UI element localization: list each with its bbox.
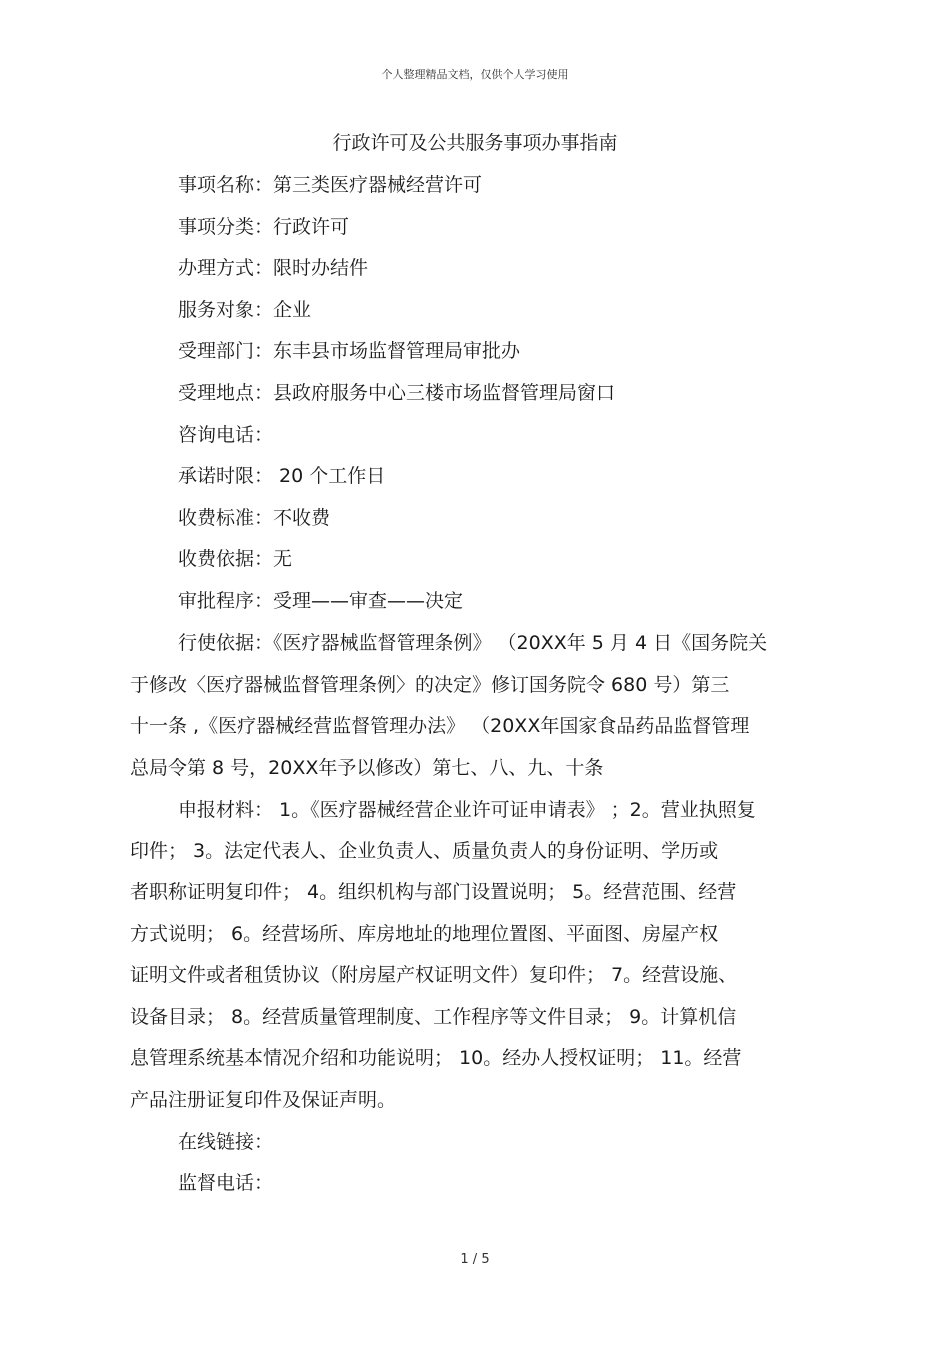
field-label: 收费标准： xyxy=(178,507,274,529)
field-value: 受理——审查——决定 xyxy=(273,590,464,612)
field-item-name xyxy=(178,170,482,197)
field-value: 不收费 xyxy=(273,507,331,529)
field-label: 在线链接： xyxy=(178,1131,274,1153)
field-handling-method xyxy=(178,253,368,280)
field-accepting-location xyxy=(178,378,615,405)
field-value: 第三类医疗器械经营许可 xyxy=(273,174,483,196)
materials-line: 设备目录； 8。经营质量管理制度、工作程序等文件目录； 9。计算机信 xyxy=(130,1006,737,1028)
field-fee-standard xyxy=(178,503,330,530)
materials-line: 申报材料： 1。《医疗器械经营企业许可证申请表》 ；2。营业执照复 xyxy=(178,799,756,821)
field-label: 咨询电话： xyxy=(178,424,274,446)
field-label: 受理地点： xyxy=(178,382,274,404)
field-promised-time xyxy=(178,461,385,488)
legal-basis-line: 行使依据：《医疗器械监督管理条例》 （20XX年 5 月 4 日《国务院关 xyxy=(178,632,768,654)
field-value: 东丰县市场监督管理局审批办 xyxy=(273,340,521,362)
field-label: 事项名称： xyxy=(178,174,274,196)
legal-basis-line: 十一条 ,《医疗器械经营监督管理办法》 （20XX年国家食品药品监督管理 xyxy=(130,715,750,737)
field-value: 企业 xyxy=(273,299,312,321)
header-note: 个人整理精品文档，仅供个人学习使用 xyxy=(381,68,569,81)
field-label: 审批程序： xyxy=(178,590,274,612)
field-value: 县政府服务中心三楼市场监督管理局窗口 xyxy=(273,382,616,404)
field-value: 20 个工作日 xyxy=(273,465,386,487)
field-label: 受理部门： xyxy=(178,340,274,362)
field-item-category xyxy=(178,212,349,239)
legal-basis-line: 总局令第 8 号，20XX年予以修改）第七、八、九、十条 xyxy=(130,757,604,779)
page-number: 1 / 5 xyxy=(460,1252,490,1267)
field-fee-basis xyxy=(178,544,292,571)
field-online-link xyxy=(178,1127,273,1154)
legal-basis-line: 于修改〈医疗器械监督管理条例〉的决定》修订国务院令 680 号）第三 xyxy=(130,674,730,696)
field-value: 行政许可 xyxy=(273,216,350,238)
field-label: 事项分类： xyxy=(178,216,274,238)
field-value: 无 xyxy=(273,548,293,570)
materials-line: 方式说明； 6。经营场所、库房地址的地理位置图、平面图、房屋产权 xyxy=(130,923,719,945)
field-label: 办理方式： xyxy=(178,257,274,279)
field-approval-procedure xyxy=(178,586,463,613)
materials-line: 产品注册证复印件及保证声明。 xyxy=(130,1089,397,1111)
materials-line: 者职称证明复印件； 4。组织机构与部门设置说明； 5。经营范围、经营 xyxy=(130,881,737,903)
field-supervision-phone xyxy=(178,1168,273,1195)
field-consult-phone xyxy=(178,420,273,447)
field-value: 限时办结件 xyxy=(273,257,369,279)
field-label: 收费依据： xyxy=(178,548,274,570)
materials-line: 息管理系统基本情况介绍和功能说明； 10。经办人授权证明； 11。经营 xyxy=(130,1047,742,1069)
field-label: 监督电话： xyxy=(178,1172,274,1194)
materials-line: 证明文件或者租赁协议（附房屋产权证明文件）复印件； 7。经营设施、 xyxy=(130,964,738,986)
field-accepting-department xyxy=(178,336,520,363)
field-label: 服务对象： xyxy=(178,299,274,321)
materials-line: 印件； 3。法定代表人、企业负责人、质量负责人的身份证明、学历或 xyxy=(130,840,719,862)
document-title: 行政许可及公共服务事项办事指南 xyxy=(332,132,618,154)
field-service-target xyxy=(178,295,311,322)
field-label: 承诺时限： xyxy=(178,465,274,487)
